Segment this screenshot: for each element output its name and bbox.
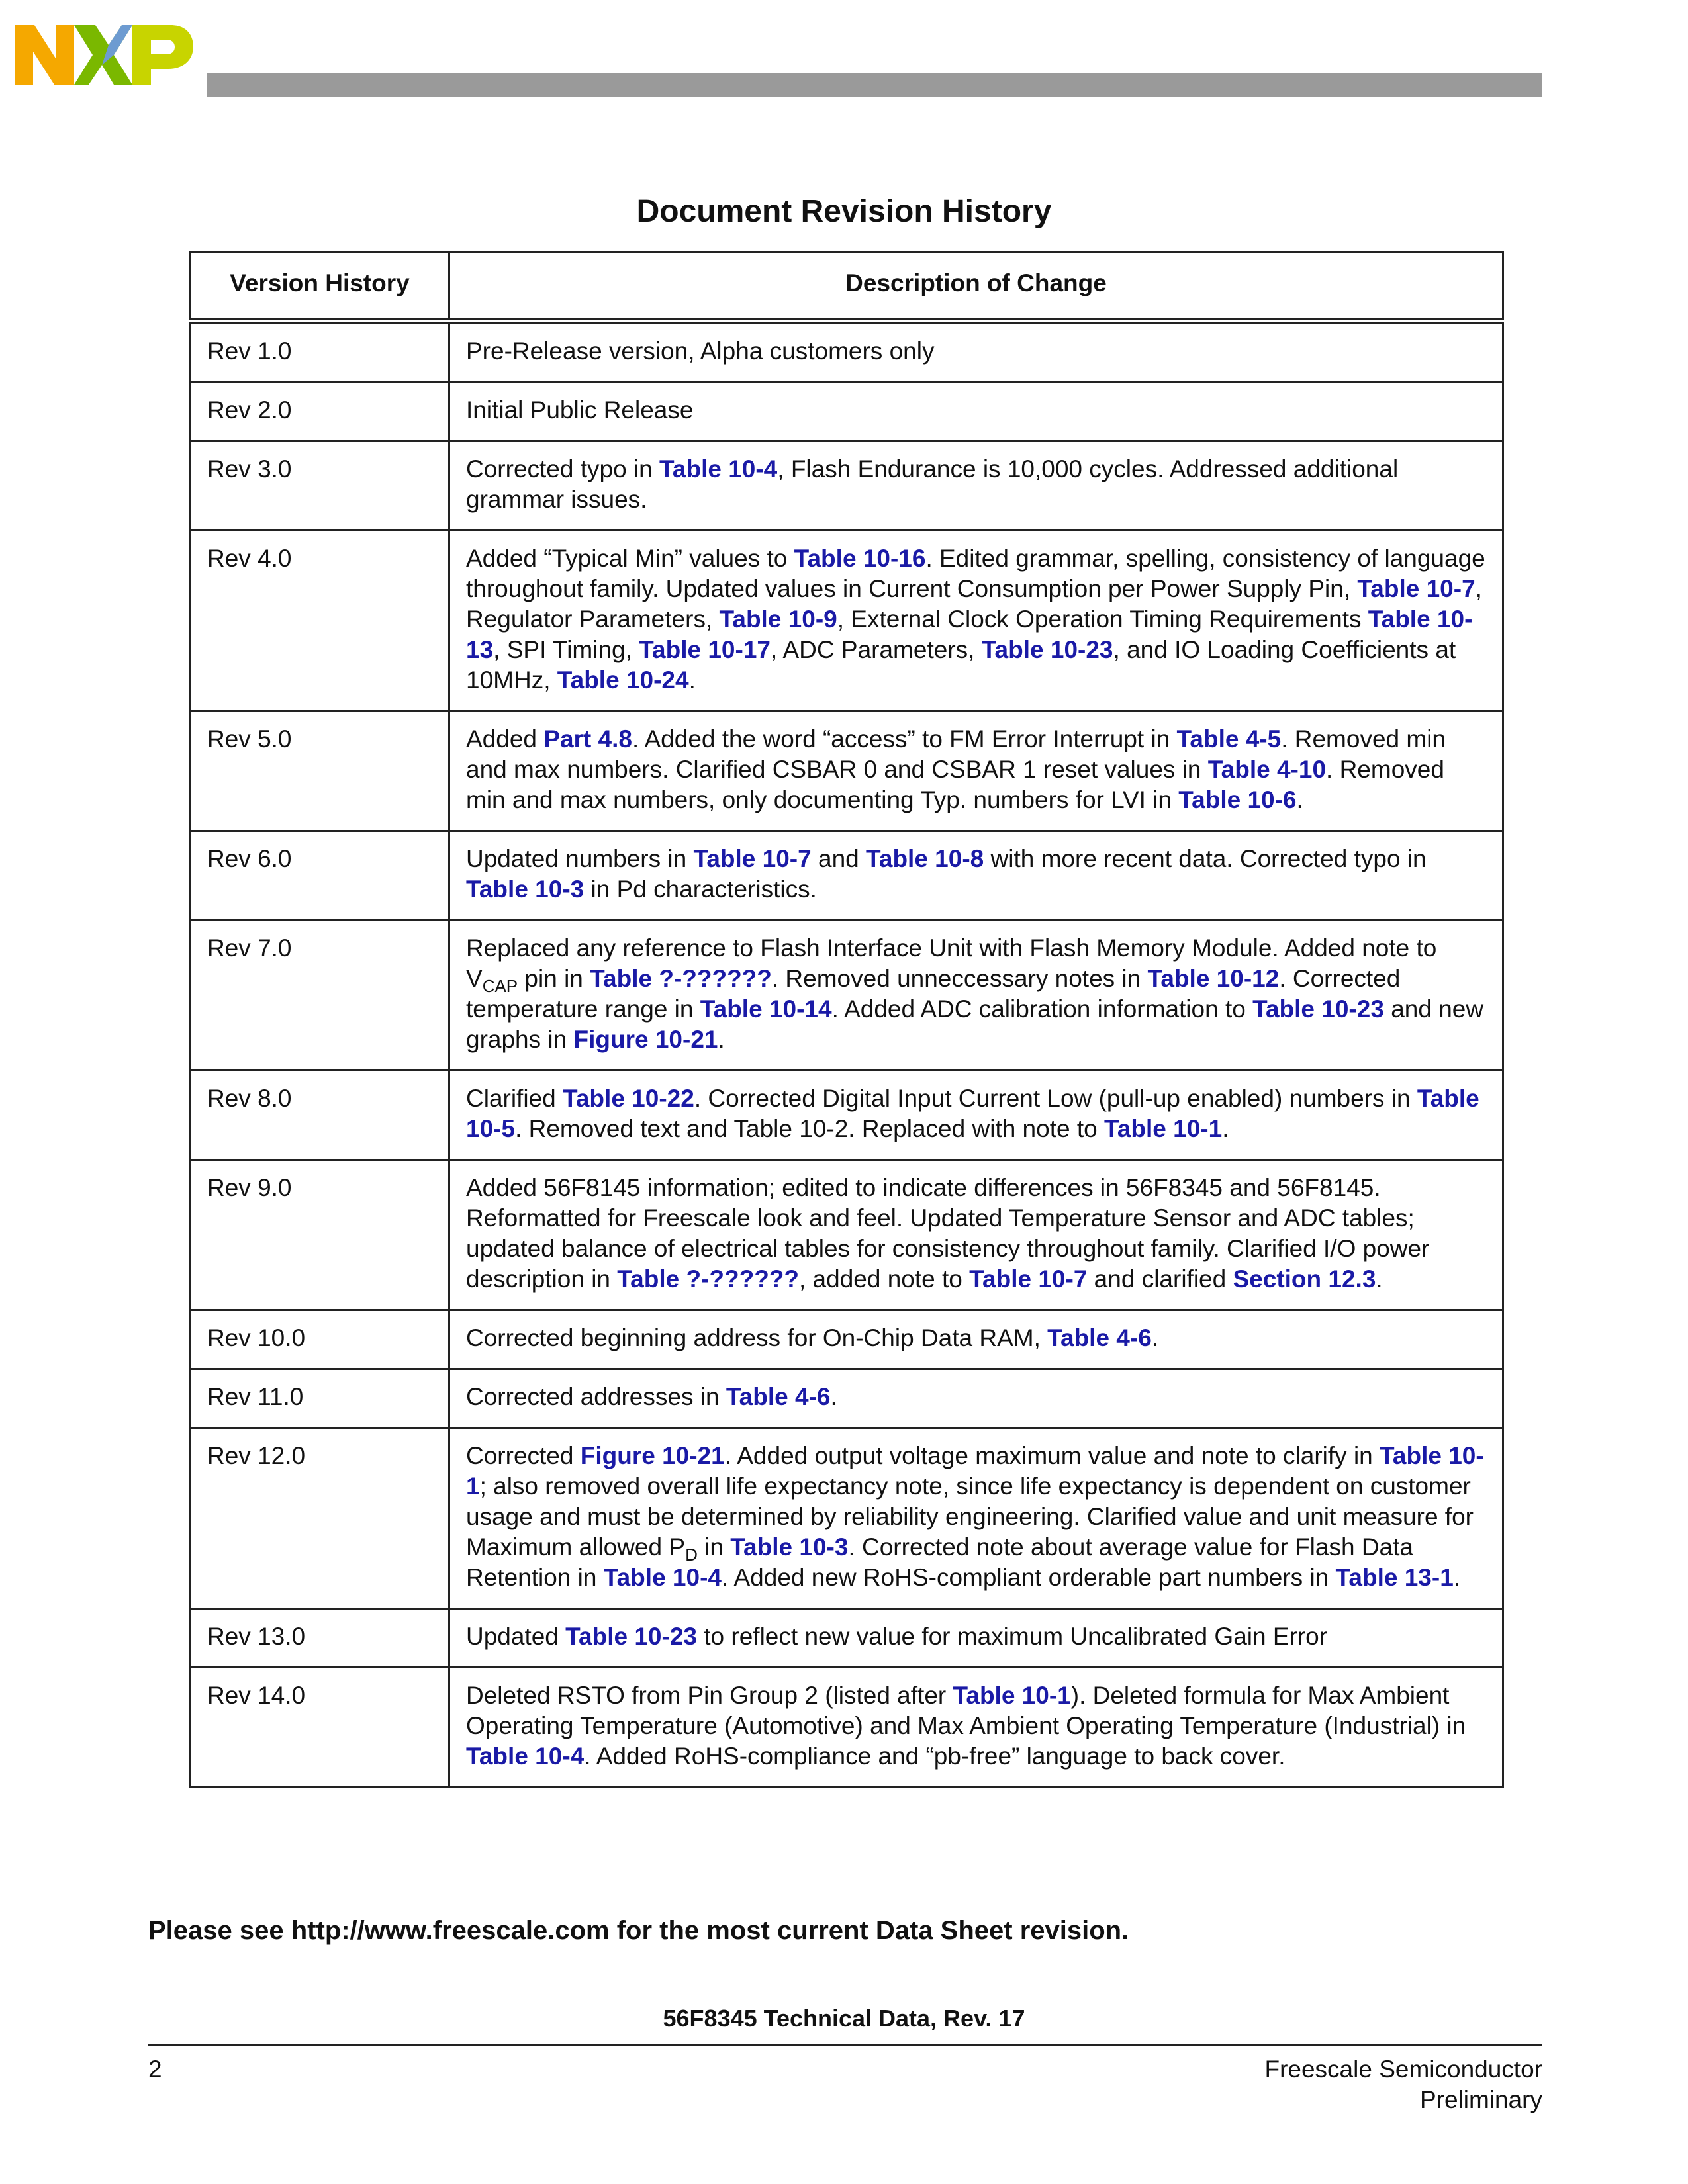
version-cell: Rev 3.0 <box>191 441 449 531</box>
description-text: , External Clock Operation Timing Requirements <box>837 606 1368 633</box>
table-header-row <box>191 253 1503 322</box>
description-text: and new graphs in <box>466 995 1484 1053</box>
subscript-text: D <box>685 1545 698 1565</box>
description-text: . Removed text and Table 10-2. Replaced with note to <box>515 1115 1104 1142</box>
cross-reference-link[interactable]: Table 10-14 <box>700 995 832 1023</box>
version-cell: Rev 13.0 <box>191 1609 449 1668</box>
description-text: . Added RoHS-compliance and “pb-free” language to back cover. <box>584 1743 1286 1770</box>
header-bar <box>207 73 1542 97</box>
description-cell <box>449 1160 1503 1310</box>
cross-reference-link[interactable]: Table 10-9 <box>719 606 837 633</box>
description-cell <box>449 1668 1503 1788</box>
description-text: Initial Public Release <box>466 396 694 424</box>
description-cell <box>449 1369 1503 1428</box>
column-header-description: Description of Change <box>449 253 1503 322</box>
cross-reference-link[interactable]: Table 4-10 <box>1207 756 1327 783</box>
description-text: Clarified <box>466 1085 563 1112</box>
cross-reference-link[interactable]: Table 10-24 <box>557 666 689 694</box>
cross-reference-link[interactable]: Table 10-16 <box>794 545 926 572</box>
table-row <box>191 1369 1503 1428</box>
cross-reference-link[interactable]: Table 10-6 <box>1178 786 1297 813</box>
description-text: . <box>1453 1564 1461 1591</box>
description-text: Added 56F8145 information; edited to indicate differences in 56F8345 and 56F8145. Reformatted for Freescale look and feel. Updated Temperature Sensor and ADC tables; updated balance of electrical tables for consistency throughout family. Clarified I/O power description in <box>466 1174 1430 1293</box>
version-cell: Rev 6.0 <box>191 831 449 921</box>
description-text: Pre-Release version, Alpha customers only <box>466 338 935 365</box>
version-cell: Rev 14.0 <box>191 1668 449 1788</box>
description-text: Added <box>466 725 544 752</box>
description-text: . Added output voltage maximum value and note to clarify in <box>724 1442 1380 1469</box>
description-text: Corrected typo in <box>466 455 660 482</box>
cross-reference-link[interactable]: Table 10-4 <box>603 1564 722 1591</box>
revision-history-table <box>189 251 1504 1788</box>
version-cell: Rev 9.0 <box>191 1160 449 1310</box>
description-cell <box>449 1428 1503 1609</box>
description-text: to reflect new value for maximum Uncalibrated Gain Error <box>696 1623 1328 1650</box>
cross-reference-link[interactable]: Table 10-3 <box>466 876 585 903</box>
description-text: . Removed min and max numbers. Clarified CSBAR 0 and CSBAR 1 reset values in <box>466 725 1446 783</box>
table-row <box>191 921 1503 1071</box>
description-text: Corrected addresses in <box>466 1383 726 1410</box>
cross-reference-link[interactable]: Table 10-1 <box>1103 1115 1223 1142</box>
description-cell <box>449 322 1503 383</box>
cross-reference-link[interactable]: Table 10-4 <box>466 1743 585 1770</box>
version-cell: Rev 7.0 <box>191 921 449 1071</box>
table-body <box>191 322 1503 1788</box>
footer-divider <box>148 2044 1542 2046</box>
description-text: with more recent data. Corrected typo in <box>984 845 1427 872</box>
footer-company: Freescale Semiconductor <box>1264 2056 1542 2083</box>
version-cell: Rev 4.0 <box>191 531 449 711</box>
page-title: Document Revision History <box>636 194 1052 229</box>
description-text: Deleted RSTO from Pin Group 2 (listed after <box>466 1682 953 1709</box>
subscript-text: CAP <box>482 976 518 996</box>
table-row <box>191 1160 1503 1310</box>
page-number: 2 <box>148 2056 162 2083</box>
description-text: . <box>830 1383 837 1410</box>
description-text: in Pd characteristics. <box>584 876 817 903</box>
table-row <box>191 531 1503 711</box>
website-note: Please see http://www.freescale.com for the most current Data Sheet revision. <box>148 1916 1129 1945</box>
cross-reference-link[interactable]: Table 10-7 <box>1357 575 1476 602</box>
table-row <box>191 1071 1503 1160</box>
description-text: . Corrected Digital Input Current Low (pull-up enabled) numbers in <box>694 1085 1417 1112</box>
cross-reference-link[interactable]: Table 10-3 <box>730 1533 849 1561</box>
cross-reference-link[interactable]: Part 4.8 <box>543 725 632 752</box>
table-row <box>191 1609 1503 1668</box>
description-text: ; also removed overall life expectancy note, since life expectancy is dependent on customer usage and must be determined by reliability engineering. Clarified value and unit measure for Maximum allowed P <box>466 1473 1474 1561</box>
version-cell: Rev 5.0 <box>191 711 449 831</box>
description-cell <box>449 1609 1503 1668</box>
version-cell: Rev 10.0 <box>191 1310 449 1369</box>
cross-reference-link[interactable]: Table 10-4 <box>659 455 778 482</box>
footer-status: Preliminary <box>1419 2086 1542 2113</box>
description-text: , Flash Endurance is 10,000 cycles. Addressed additional grammar issues. <box>466 455 1399 513</box>
table-row <box>191 711 1503 831</box>
cross-reference-link[interactable]: Table 4-6 <box>1047 1324 1152 1351</box>
description-text: . <box>1376 1265 1383 1293</box>
description-text: Updated numbers in <box>466 845 694 872</box>
cross-reference-link[interactable]: Table ?-?????? <box>617 1265 799 1293</box>
footer-company-block <box>1264 2054 1542 2115</box>
cross-reference-link[interactable]: Table 10-13 <box>466 606 1473 663</box>
footer-doc-title: 56F8345 Technical Data, Rev. 17 <box>663 2005 1025 2032</box>
cross-reference-link[interactable]: Table 4-5 <box>1176 725 1282 752</box>
description-cell <box>449 921 1503 1071</box>
cross-reference-link[interactable]: Table 10-17 <box>639 636 771 663</box>
table-row <box>191 1310 1503 1369</box>
description-text: , added note to <box>799 1265 970 1293</box>
cross-reference-link[interactable]: Table 10-1 <box>466 1442 1484 1500</box>
table-row <box>191 1428 1503 1609</box>
description-text: Replaced any reference to Flash Interface Unit with Flash Memory Module. Added note to V <box>466 934 1437 992</box>
description-cell <box>449 831 1503 921</box>
description-text: pin in <box>518 965 590 992</box>
cross-reference-link[interactable]: Figure 10-21 <box>580 1442 725 1469</box>
description-text: , SPI Timing, <box>493 636 639 663</box>
description-text: . <box>1151 1324 1159 1351</box>
description-cell <box>449 1310 1503 1369</box>
description-cell <box>449 383 1503 441</box>
cross-reference-link[interactable]: Table 10-7 <box>693 845 812 872</box>
cross-reference-link[interactable]: Table 10-23 <box>565 1623 697 1650</box>
description-text: . <box>688 666 696 694</box>
description-text: . <box>718 1026 725 1053</box>
description-text: . Removed min and max numbers, only documenting Typ. numbers for LVI in <box>466 756 1444 813</box>
table-row <box>191 383 1503 441</box>
description-text: . Edited grammar, spelling, consistency of language throughout family. Updated values in Current Consumption per Power Supply Pin, <box>466 545 1485 602</box>
version-cell: Rev 2.0 <box>191 383 449 441</box>
table-row <box>191 1668 1503 1788</box>
description-text: . <box>1222 1115 1229 1142</box>
description-text: . Added ADC calibration information to <box>831 995 1253 1023</box>
description-text: and clarified <box>1087 1265 1233 1293</box>
description-text: Added “Typical Min” values to <box>466 545 794 572</box>
description-text: , ADC Parameters, <box>770 636 982 663</box>
cross-reference-link[interactable]: Table 10-7 <box>969 1265 1088 1293</box>
cross-reference-link[interactable]: Table 13-1 <box>1335 1564 1454 1591</box>
nxp-logo <box>15 19 193 91</box>
description-text: . <box>1296 786 1303 813</box>
version-cell: Rev 12.0 <box>191 1428 449 1609</box>
description-cell <box>449 531 1503 711</box>
version-cell: Rev 8.0 <box>191 1071 449 1160</box>
description-text: . Added the word “access” to FM Error Interrupt in <box>632 725 1177 752</box>
version-cell: Rev 1.0 <box>191 322 449 383</box>
description-text: Corrected beginning address for On-Chip Data RAM, <box>466 1324 1048 1351</box>
description-text: , and IO Loading Coefficients at 10MHz, <box>466 636 1456 694</box>
cross-reference-link[interactable]: Section 12.3 <box>1233 1265 1376 1293</box>
cross-reference-link[interactable]: Table 10-8 <box>866 845 984 872</box>
description-text: . Removed unneccessary notes in <box>771 965 1148 992</box>
description-text: Updated <box>466 1623 566 1650</box>
description-text: , Regulator Parameters, <box>466 575 1482 633</box>
description-text: . Corrected note about average value for Flash Data Retention in <box>466 1533 1413 1591</box>
description-text: and <box>811 845 867 872</box>
description-text: in <box>697 1533 731 1561</box>
description-text: ). Deleted formula for Max Ambient Operating Temperature (Automotive) and Max Ambient Operating Temperature (Industrial) in <box>466 1682 1466 1739</box>
cross-reference-link[interactable]: Table 10-23 <box>981 636 1113 663</box>
column-header-version: Version History <box>191 253 449 322</box>
description-cell <box>449 711 1503 831</box>
table-row <box>191 831 1503 921</box>
description-text: Corrected <box>466 1442 581 1469</box>
description-text: . Corrected temperature range in <box>466 965 1401 1023</box>
description-cell <box>449 441 1503 531</box>
cross-reference-link[interactable]: Table 10-5 <box>466 1085 1479 1142</box>
description-text: . Added new RoHS-compliant orderable part numbers in <box>721 1564 1336 1591</box>
table-row <box>191 322 1503 383</box>
cross-reference-link[interactable]: Table ?-?????? <box>590 965 772 992</box>
description-cell <box>449 1071 1503 1160</box>
cross-reference-link[interactable]: Figure 10-21 <box>573 1026 718 1053</box>
cross-reference-link[interactable]: Table 10-1 <box>953 1682 1071 1709</box>
cross-reference-link[interactable]: Table 10-12 <box>1147 965 1280 992</box>
table-row <box>191 441 1503 531</box>
cross-reference-link[interactable]: Table 10-22 <box>563 1085 694 1112</box>
cross-reference-link[interactable]: Table 10-23 <box>1252 995 1384 1023</box>
version-cell: Rev 11.0 <box>191 1369 449 1428</box>
cross-reference-link[interactable]: Table 4-6 <box>726 1383 831 1410</box>
